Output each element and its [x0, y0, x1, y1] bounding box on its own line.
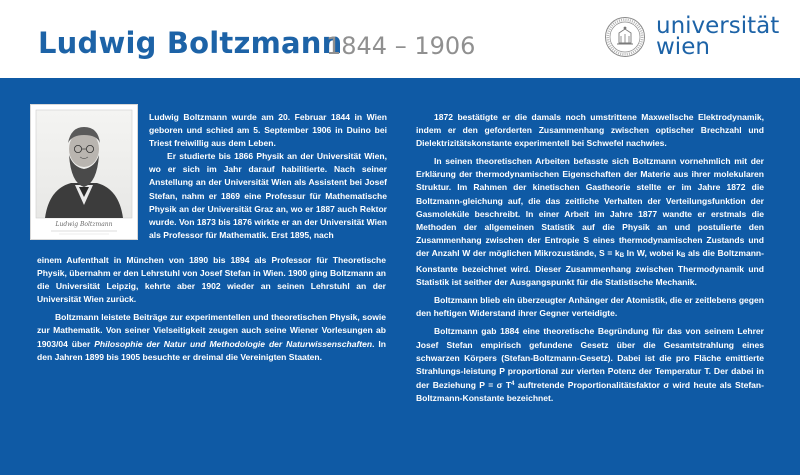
university-seal-icon [604, 16, 646, 58]
boltzmann-portrait-image [31, 105, 137, 239]
right-paragraph-2 [416, 155, 764, 289]
right-paragraph-3: Boltzmann blieb ein überzeugter Anhänger der Atomistik, die er zeitlebens gegen den heftigen Widerstand ihrer Gegner verteidigte. [416, 295, 764, 319]
right-paragraph-4 [416, 325, 764, 405]
right-paragraph-1: 1872 bestätigte er die damals noch umstrittene Maxwellsche Elektrodynamik, indem er den geforderten Zusammenhang zwischen optischer Brechzahl und Dielektrizitätskonstante experimentell bei Schwefel nachwies. [416, 112, 764, 149]
page-title: Ludwig Boltzmann [38, 26, 343, 60]
university-logo[interactable] [604, 13, 784, 66]
lecture-title: Philosophie der Natur und Methodologie der Naturwissenschaften [94, 338, 373, 349]
radiation-text-after: auftretende Proportionalitätsfaktor σ wird heute als Stefan-Boltzmann-Konstante bezeichnet. [416, 379, 764, 403]
left-column-top [149, 111, 387, 242]
superscript-4: 4 [511, 380, 515, 387]
university-wordmark [656, 13, 780, 60]
subscript-b-2: B [681, 252, 686, 259]
p3-text-after: . In den Jahren 1899 bis 1905 besuchte er dreimal die Vereinigten Staaten. [37, 338, 386, 362]
radiation-text-before: Boltzmann gab 1884 eine theoretische Begründung für das von seinem Lehrer Josef Stefan empirisch gefundene Gesetz über die Gesamtstrahlung eines schwarzen Körpers (Stefan-Boltzmann-Gesetz). Dabei ist die pro Fläche emittierte Strahlungs-leistung P proportional zur vierten Potenz der Temperatur T. Der dabei in der Beziehung P = σ T [416, 326, 764, 390]
portrait-frame [30, 104, 138, 240]
bio-paragraph-1: Ludwig Boltzmann wurde am 20. Februar 1844 in Wien geboren und schied am 5. September 1906 in Duino bei Triest freiwillig aus dem Leben. [149, 112, 387, 149]
right-column [416, 111, 764, 410]
entropy-text-after: als die Boltzmann-Konstante bezeichnet wird. Dieser Zusammenhang zwischen Thermodynamik und Statistik ist seither der Ausgangspunkt für die Statistische Mechanik. [416, 247, 764, 288]
entropy-text-mid: ln W, wobei k [624, 247, 682, 258]
bio-paragraph-3 [37, 311, 386, 363]
left-column-bottom [37, 254, 386, 369]
entropy-text-before: In seinen theoretischen Arbeiten befasste sich Boltzmann vornehmlich mit der Erklärung der thermodynamischen Eigenschaften der Materie aus ihrer molekularen Struktur. Im Rahmen der kinetischen Gastheorie stellte er im Jahre 1872 die Boltzmann-gleichung auf, die das zeitliche Verhalten der Verteilungsfunktion der Gasmoleküle beschreibt. In einer Arbeit im Jahre 1877 wandte er erstmals die Methoden der allgemeinen Statistik auf die Physik an und postulierte den Zusammenhang zwischen der Entropie S eines thermodynamischen Zustands und der Anzahl W der möglichen Mikrozustände, S = k [416, 156, 764, 258]
wordmark-line-1: universität [656, 13, 780, 39]
life-years: 1844 – 1906 [326, 32, 476, 60]
portrait-signature: Ludwig Boltzmann [55, 221, 113, 228]
bio-paragraph-2-part-2: einem Aufenthalt in München von 1890 bis 1894 als Professor für Theoretische Physik, übernahm er den Lehrstuhl von Josef Stefan in Wien. 1900 ging Boltzmann an die Universität Leipzig, kehrte aber 1902 wieder an seinen Lehrstuhl an der Universität Wien zurück. [37, 255, 386, 305]
page-header [0, 0, 800, 78]
biography-panel [0, 78, 800, 475]
wordmark-line-2: wien [656, 34, 710, 60]
bio-paragraph-2-part-1: Er studierte bis 1866 Physik an der Universität Wien, wo er sich im Jahr darauf habilitierte. Nach seiner Anstellung an der Universität Wien als Assistent bei Josef Stefan, nahm er 1869 eine Professur für Mathematische Physik an der Universität Graz an, wo er 1887 auch Rektor wurde. Von 1873 bis 1876 wirkte er an der Universität Wien als Professor für Mathematik. Erst 1895, nach [149, 151, 387, 240]
p3-text-before: Boltzmann leistete Beiträge zur experimentellen und theoretischen Physik, sowie zur Mathematik. Von seiner Vielseitigkeit zeugen auch seine Wiener Vorlesungen ab 1903/04 über [37, 312, 386, 349]
subscript-b-1: B [619, 252, 625, 259]
